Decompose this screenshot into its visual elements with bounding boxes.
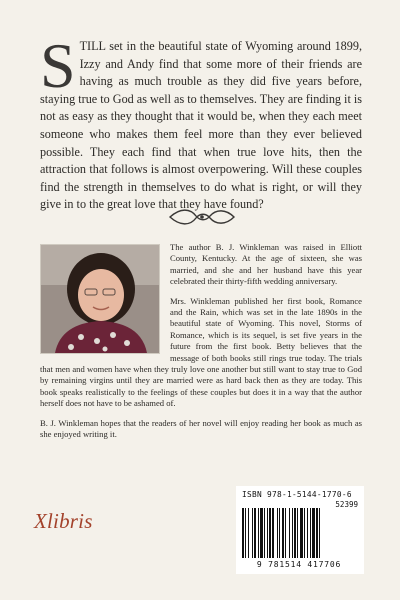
- blurb-text: TILL set in the beautiful state of Wyoming around 1899, Izzy and Andy find that some more of their friends are having as much trouble as they did five years before, staying true to God as well as to themselves. They are finding it is not as easy as they thought that it would be, when they each meet someone who makes them feel more than they ever believed possible. They each find that when true love hits, then the attraction that follows is almost overpowering. Will these couples find the strength in themselves to do what is right, or will they give in to the great love that they have found?: [40, 39, 363, 212]
- drop-cap: S: [40, 30, 76, 101]
- price-code: 52399: [335, 500, 358, 509]
- cover-blurb: [40, 30, 363, 214]
- barcode-number: 9 781514 417706: [256, 560, 342, 569]
- author-bio: [40, 242, 362, 449]
- bio-paragraph: The author B. J. Winkleman was raised in Elliott County, Kentucky. At the age of sixteen, she was married, and she and her husband have this year celebrated their thirty-fifth wedding anniversary.: [170, 242, 362, 287]
- ornamental-flourish-icon: [166, 206, 238, 228]
- isbn-label: ISBN 978-1-5144-1770-6: [242, 490, 352, 499]
- bio-paragraph: B. J. Winkleman hopes that the readers of her novel will enjoy reading her book as much as she enjoyed writing it.: [40, 417, 362, 440]
- isbn-barcode: [236, 486, 364, 574]
- publisher-logo: Xlibris: [34, 509, 93, 533]
- bio-paragraph: Mrs. Winkleman published her first book, Romance and the Rain, which was set in the late 1890s in the beautiful state of Wyoming. This novel, Storms of Romance, which is its sequel, is set five years in the future from the first book. Betty believes that the message of both books still rings true today. The trials that men and women have when they truly love one another but still want to stay true to God by remaining virgins until they are married were as hard back then as they are today. This book speaks realistically to the feelings of these couples but does it in a way that the author herself does not have to be ashamed of.: [40, 295, 362, 409]
- barcode-bars: [242, 508, 358, 558]
